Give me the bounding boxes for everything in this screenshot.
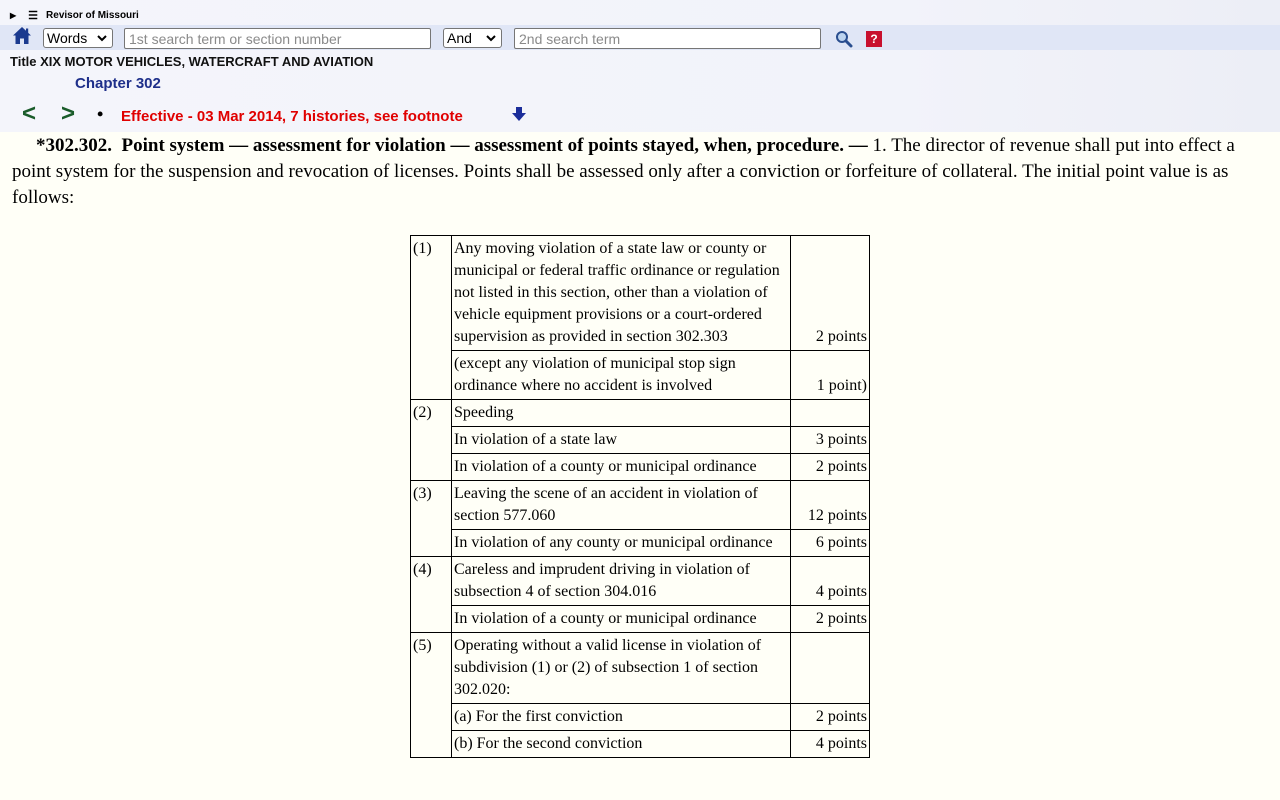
violation-description: In violation of a county or municipal ordinance: [452, 454, 791, 481]
points-value: 4 points: [791, 557, 870, 606]
violation-description: Careless and imprudent driving in violation of subsection 4 of section 304.016: [452, 557, 791, 606]
section-number: *302.302.: [36, 135, 112, 156]
home-icon[interactable]: [12, 26, 32, 46]
site-name: Revisor of Missouri: [46, 10, 139, 21]
violation-description: (a) For the first conviction: [452, 704, 791, 731]
help-icon[interactable]: ?: [866, 31, 882, 47]
points-value: 1 point): [791, 351, 870, 400]
table-row: [411, 481, 870, 530]
item-number: (3): [411, 481, 452, 557]
table-row: [411, 236, 870, 351]
violation-description: Operating without a valid license in violation of subdivision (1) or (2) of subsection 1 of section 302.020:: [452, 633, 791, 704]
next-section-button[interactable]: >: [61, 100, 76, 127]
search-mode-select[interactable]: Words: [43, 28, 113, 48]
violation-description: In violation of a state law: [452, 427, 791, 454]
section-text: [12, 133, 1272, 211]
points-table: [410, 235, 870, 758]
item-number: (5): [411, 633, 452, 758]
bullet: •: [97, 104, 104, 124]
points-value: 12 points: [791, 481, 870, 530]
violation-description: Any moving violation of a state law or county or municipal or federal traffic ordinance or regulation not listed in this section, other than a violation of vehicle equipment provisions or a court-ordered supervision as provided in section 302.303: [452, 236, 791, 351]
points-value: 2 points: [791, 454, 870, 481]
search-term-2-input[interactable]: 2nd search term: [514, 28, 821, 49]
site-menu-bar: [10, 9, 139, 22]
section-title: Point system — assessment for violation — assessment of points stayed, when, procedure. —: [121, 135, 868, 156]
table-row: [411, 633, 870, 704]
table-row: [411, 351, 870, 400]
points-value: 6 points: [791, 530, 870, 557]
expand-triangle-icon[interactable]: ▶: [10, 11, 17, 20]
chapter-link[interactable]: Chapter 302: [75, 75, 161, 92]
item-number: (4): [411, 557, 452, 633]
section-body: 1. The director of revenue shall put into effect a point system for the suspension and revocation of licenses. Points shall be assessed only after a conviction or forfeiture of collateral. The initial point value is as follows:: [12, 135, 1235, 208]
previous-section-button[interactable]: <: [22, 100, 37, 127]
points-value: [791, 633, 870, 704]
violation-description: (except any violation of municipal stop sign ordinance where no accident is involved: [452, 351, 791, 400]
item-number: (1): [411, 236, 452, 400]
chevron-down-icon: [96, 32, 108, 44]
points-value: 2 points: [791, 704, 870, 731]
magnifier-icon[interactable]: [835, 30, 853, 48]
title-heading[interactable]: Title XIX MOTOR VEHICLES, WATERCRAFT AND AVIATION: [10, 54, 374, 69]
search-term-1-input[interactable]: 1st search term or section number: [124, 28, 431, 49]
violation-description: (b) For the second conviction: [452, 731, 791, 758]
table-row: [411, 704, 870, 731]
violation-description: Leaving the scene of an accident in violation of section 577.060: [452, 481, 791, 530]
menu-icon[interactable]: ☰: [28, 10, 39, 22]
points-value: 2 points: [791, 606, 870, 633]
points-value: 4 points: [791, 731, 870, 758]
table-row: [411, 557, 870, 606]
table-row: [411, 427, 870, 454]
item-number: (2): [411, 400, 452, 481]
points-value: [791, 400, 870, 427]
table-row: [411, 454, 870, 481]
down-arrow-icon[interactable]: [511, 106, 527, 122]
chevron-down-icon: [485, 32, 497, 44]
search-operator-select[interactable]: And: [443, 28, 502, 48]
table-row: [411, 400, 870, 427]
table-row: [411, 606, 870, 633]
table-row: [411, 731, 870, 758]
points-value: 3 points: [791, 427, 870, 454]
effective-date-link[interactable]: Effective - 03 Mar 2014, 7 histories, see footnote: [121, 108, 463, 125]
table-row: [411, 530, 870, 557]
violation-description: In violation of any county or municipal ordinance: [452, 530, 791, 557]
violation-description: Speeding: [452, 400, 791, 427]
violation-description: In violation of a county or municipal ordinance: [452, 606, 791, 633]
points-value: 2 points: [791, 236, 870, 351]
